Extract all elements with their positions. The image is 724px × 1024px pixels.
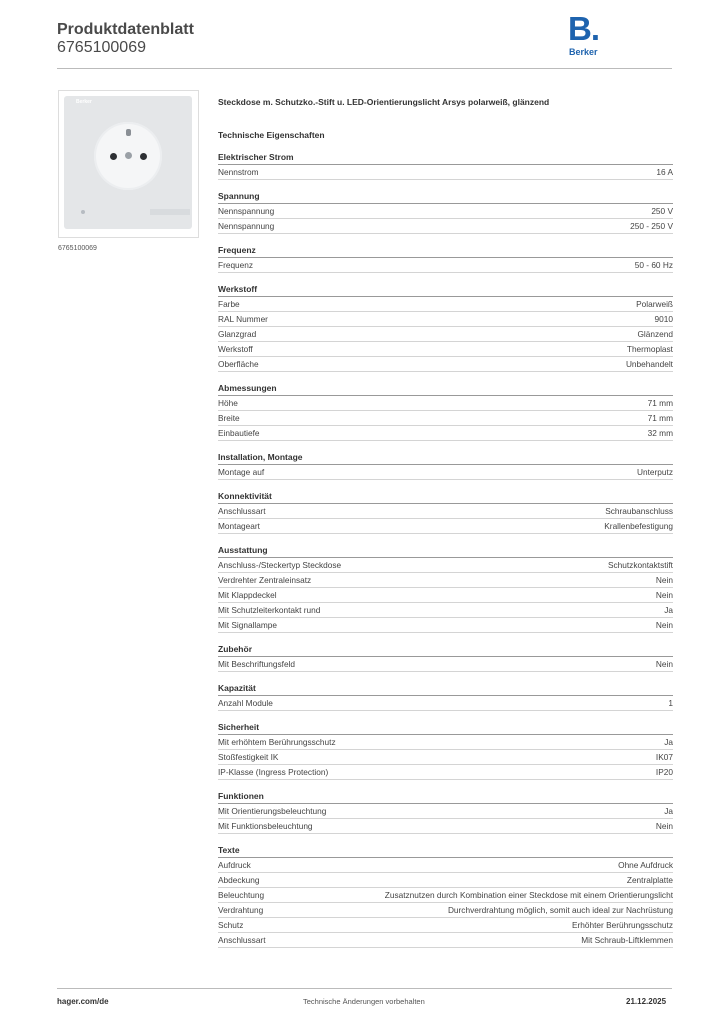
spec-group-title: Zubehör [218,643,673,657]
spec-row [218,258,673,273]
spec-row [218,888,673,903]
spec-row [218,903,673,918]
spec-value: Durchverdrahtung möglich, somit auch ideal zur Nachrüstung [447,905,673,915]
spec-row [218,696,673,711]
spec-value: Ja [664,605,673,615]
spec-value: Zentralplatte [626,875,673,885]
spec-label: Frequenz [218,260,254,270]
footer-date: 21.12.2025 [626,997,667,1006]
spec-group [218,382,673,441]
logo-letter: B. [568,10,599,47]
spec-label: Anzahl Module [218,698,273,708]
spec-group-title: Elektrischer Strom [218,151,673,165]
spec-group-title: Konnektivität [218,490,673,504]
spec-group [218,451,673,480]
label-strip [150,209,190,215]
spec-label: Oberfläche [218,359,259,369]
spec-group [218,244,673,273]
spec-row [218,396,673,411]
spec-value: Erhöhter Berührungsschutz [571,920,673,930]
spec-label: Mit Schutzleiterkontakt rund [218,605,321,615]
spec-row [218,519,673,534]
spec-label: Aufdruck [218,860,251,870]
spec-row [218,819,673,834]
spec-label: Einbautiefe [218,428,260,438]
spec-row [218,804,673,819]
spec-group-title: Kapazität [218,682,673,696]
spec-value: Schraubanschluss [605,506,673,516]
spec-value: Nein [655,575,673,585]
spec-label: Beleuchtung [218,890,265,900]
spec-value: 250 - 250 V [630,221,673,231]
plate-brand-mark: Berker [76,99,92,105]
socket-plate [64,96,192,229]
spec-label: Nennspannung [218,221,275,231]
spec-value: Krallenbefestigung [604,521,673,531]
spec-row [218,573,673,588]
spec-value: 71 mm [647,398,673,408]
spec-group-title: Funktionen [218,790,673,804]
spec-label: RAL Nummer [218,314,268,324]
spec-row [218,765,673,780]
logo-word: Berker [569,47,598,57]
spec-label: Montageart [218,521,260,531]
spec-value: 16 A [656,167,673,177]
spec-value: Ja [664,806,673,816]
spec-row [218,504,673,519]
spec-value: 32 mm [647,428,673,438]
spec-row [218,933,673,948]
spec-label: Anschlussart [218,506,266,516]
spec-group-title: Abmessungen [218,382,673,396]
spec-value: 1 [668,698,673,708]
spec-label: Stoßfestigkeit IK [218,752,279,762]
spec-label: Glanzgrad [218,329,257,339]
spec-row [218,918,673,933]
spec-label: Mit Signallampe [218,620,278,630]
spec-row [218,297,673,312]
spec-value: 71 mm [647,413,673,423]
header-divider [57,68,672,69]
spec-value: Mit Schraub-Liftklemmen [581,935,673,945]
spec-group [218,544,673,633]
spec-value: Schutzkontaktstift [607,560,673,570]
spec-value: Ohne Aufdruck [618,860,673,870]
spec-row [218,327,673,342]
spec-group-title: Sicherheit [218,721,673,735]
spec-label: Nennspannung [218,206,275,216]
spec-group [218,682,673,711]
specification-content [218,97,673,948]
spec-group [218,721,673,780]
center-screw [125,152,132,159]
spec-row [218,165,673,180]
spec-row [218,411,673,426]
spec-group-title: Texte [218,844,673,858]
spec-row [218,204,673,219]
spec-value: IP20 [655,767,673,777]
spec-label: IP-Klasse (Ingress Protection) [218,767,329,777]
spec-row [218,750,673,765]
spec-label: Verdrehter Zentraleinsatz [218,575,312,585]
spec-value: IK07 [655,752,673,762]
spec-row [218,657,673,672]
socket-hole-right [140,153,147,160]
spec-value: 9010 [654,314,673,324]
spec-row [218,426,673,441]
spec-label: Verdrahtung [218,905,264,915]
spec-group [218,190,673,234]
spec-label: Abdeckung [218,875,260,885]
product-description: Steckdose m. Schutzko.-Stift u. LED-Orientierungslicht Arsys polarweiß, glänzend [218,97,550,107]
page-title: Produktdatenblatt [57,21,194,38]
product-image [58,90,199,238]
spec-row [218,858,673,873]
technical-properties-heading: Technische Eigenschaften [218,130,325,140]
spec-value: Nein [655,659,673,669]
spec-groups [218,151,673,948]
footer-notice: Technische Änderungen vorbehalten [303,997,425,1006]
spec-row [218,735,673,750]
spec-group-title: Frequenz [218,244,673,258]
spec-label: Mit erhöhtem Berührungsschutz [218,737,336,747]
spec-group [218,643,673,672]
spec-label: Mit Klappdeckel [218,590,277,600]
spec-group [218,283,673,372]
spec-value: 50 - 60 Hz [634,260,673,270]
spec-group-title: Werkstoff [218,283,673,297]
spec-group-title: Installation, Montage [218,451,673,465]
spec-row [218,618,673,633]
image-caption: 6765100069 [58,245,97,252]
spec-group-title: Spannung [218,190,673,204]
spec-group-title: Ausstattung [218,544,673,558]
spec-row [218,558,673,573]
spec-row [218,603,673,618]
orientation-led [81,210,85,214]
spec-value: Nein [655,821,673,831]
spec-row [218,588,673,603]
spec-row [218,312,673,327]
spec-value: Ja [664,737,673,747]
footer-divider [57,988,672,989]
spec-value: Unterputz [637,467,673,477]
spec-label: Mit Beschriftungsfeld [218,659,296,669]
spec-value: Nein [655,590,673,600]
spec-value: 250 V [651,206,673,216]
spec-label: Breite [218,413,240,423]
spec-label: Farbe [218,299,240,309]
spec-row [218,342,673,357]
spec-value: Glänzend [637,329,673,339]
article-number: 6765100069 [57,39,146,56]
spec-value: Polarweiß [636,299,673,309]
footer-website: hager.com/de [57,997,109,1006]
spec-group [218,844,673,948]
spec-value: Unbehandelt [625,359,673,369]
spec-group [218,490,673,534]
socket-outlet [94,122,162,190]
spec-label: Nennstrom [218,167,259,177]
spec-label: Montage auf [218,467,265,477]
spec-value: Nein [655,620,673,630]
spec-label: Anschluss-/Steckertyp Steckdose [218,560,342,570]
spec-group [218,790,673,834]
spec-row [218,357,673,372]
spec-label: Höhe [218,398,238,408]
spec-label: Werkstoff [218,344,253,354]
spec-group [218,151,673,180]
spec-label: Mit Funktionsbeleuchtung [218,821,313,831]
spec-row [218,873,673,888]
spec-row [218,465,673,480]
spec-value: Thermoplast [626,344,673,354]
berker-logo [566,10,606,58]
spec-row [218,219,673,234]
spec-value: Zusatznutzen durch Kombination einer Steckdose mit einem Orientierungslicht [384,890,673,900]
socket-hole-left [110,153,117,160]
earth-pin [126,129,131,136]
spec-label: Mit Orientierungsbeleuchtung [218,806,327,816]
spec-label: Anschlussart [218,935,266,945]
spec-label: Schutz [218,920,244,930]
